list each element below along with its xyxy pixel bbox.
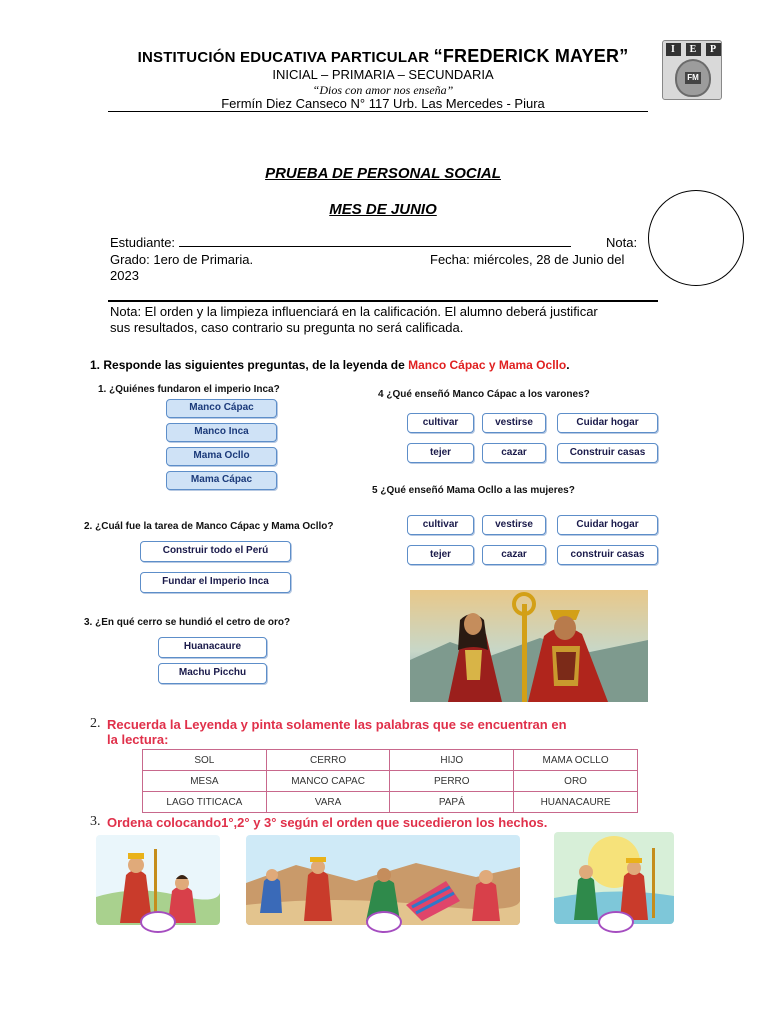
q3-option-machu-picchu[interactable]: Machu Picchu [158,663,267,684]
note-rule [108,300,658,302]
school-address: Fermín Diez Canseco N° 117 Urb. Las Mercedes - Piura [221,96,545,111]
q5-option-cultivar[interactable]: cultivar [407,515,474,535]
school-title: “FREDERICK MAYER” [433,46,629,66]
word-cell[interactable]: VARA [266,792,390,813]
school-name [100,46,666,67]
school-levels: INICIAL – PRIMARIA – SECUNDARIA [272,67,494,82]
q2-option-fundar[interactable]: Fundar el Imperio Inca [140,572,291,593]
section-3-title: Ordena colocando1°,2° y 3° según el orden que sucedieron los hechos. [107,815,548,830]
question-5: 5 ¿Qué enseñó Mama Ocllo a las mujeres? [372,485,575,496]
word-cell[interactable]: PERRO [390,771,514,792]
section-3-number: 3. [90,814,101,829]
q2-option-construir[interactable]: Construir todo el Perú [140,541,291,562]
section-1-suffix: . [566,358,570,372]
student-label: Estudiante: [110,235,176,250]
word-cell[interactable]: MAMA OCLLO [514,750,638,771]
school-logo [662,40,722,100]
table-row [143,750,638,771]
word-cell[interactable]: MANCO CAPAC [266,771,390,792]
note-line-2: sus resultados, caso contrario su pregunta no será calificada. [110,320,464,335]
exam-month: MES DE JUNIO [329,201,437,218]
q4-option-cuidar-hogar[interactable]: Cuidar hogar [557,413,658,433]
exam-title: PRUEBA DE PERSONAL SOCIAL [265,165,501,182]
question-3: 3. ¿En qué cerro se hundió el cetro de oro? [84,617,291,628]
q5-option-construir-casas[interactable]: construir casas [557,545,658,565]
q5-option-tejer[interactable]: tejer [407,545,474,565]
q4-option-cultivar[interactable]: cultivar [407,413,474,433]
word-cell[interactable]: PAPÁ [390,792,514,813]
q5-option-vestirse[interactable]: vestirse [482,515,546,535]
section-1-title-text: Responde las siguientes preguntas, de la leyenda de [103,358,405,372]
q5-option-cuidar-hogar[interactable]: Cuidar hogar [557,515,658,535]
word-cell[interactable]: ORO [514,771,638,792]
grade-circle[interactable] [648,190,744,286]
section-number: 1. [90,358,101,372]
logo-letter: I [666,43,681,56]
section-2-title-line-1: Recuerda la Leyenda y pinta solamente las palabras que se encuentran en [107,717,567,732]
table-row [143,771,638,792]
grade-mark-label: Nota: [606,235,638,250]
exam-date: Fecha: miércoles, 28 de Junio del [430,252,625,267]
q1-option-mama-ocllo[interactable]: Mama Ocllo [166,447,277,466]
q3-option-huanacaure[interactable]: Huanacaure [158,637,267,658]
manco-capac-mama-ocllo-illustration [410,590,648,702]
section-2-number: 2. [90,716,101,731]
q4-option-construir-casas[interactable]: Construir casas [557,443,658,463]
logo-letter: P [706,43,721,56]
question-2: 2. ¿Cuál fue la tarea de Manco Cápac y Mama Ocllo? [84,521,334,532]
student-name-line[interactable] [179,235,571,247]
q4-option-cazar[interactable]: cazar [482,443,546,463]
word-cell[interactable]: CERRO [266,750,390,771]
logo-badge: FM [685,72,701,84]
logo-letter: E [686,43,701,56]
word-cell[interactable]: MESA [143,771,267,792]
q1-option-manco-capac[interactable]: Manco Cápac [166,399,277,418]
grade-level: Grado: 1ero de Primaria. [110,252,254,267]
q1-option-manco-inca[interactable]: Manco Inca [166,423,277,442]
word-cell[interactable]: LAGO TITICACA [143,792,267,813]
q4-option-vestirse[interactable]: vestirse [482,413,546,433]
order-circle-2[interactable] [366,911,402,933]
table-row [143,792,638,813]
word-cell[interactable]: SOL [143,750,267,771]
shield-icon [675,59,711,97]
header-rule [108,111,648,112]
word-cell[interactable]: HUANACAURE [514,792,638,813]
note-line-1: Nota: El orden y la limpieza influenciará en la calificación. El alumno deberá justificar [110,304,598,319]
section-1-title [90,358,570,372]
section-1-highlight: Manco Cápac y Mama Ocllo [408,358,567,372]
school-prefix: INSTITUCIÓN EDUCATIVA PARTICULAR [137,49,430,66]
student-field [110,235,571,251]
order-circle-3[interactable] [598,911,634,933]
word-cell[interactable]: HIJO [390,750,514,771]
q1-option-mama-capac[interactable]: Mama Cápac [166,471,277,490]
exam-year: 2023 [110,268,139,283]
q4-option-tejer[interactable]: tejer [407,443,474,463]
word-table [142,749,638,813]
section-2-title-line-2: la lectura: [107,732,169,747]
question-4: 4 ¿Qué enseñó Manco Cápac a los varones? [378,389,590,400]
q5-option-cazar[interactable]: cazar [482,545,546,565]
order-circle-1[interactable] [140,911,176,933]
question-1: 1. ¿Quiénes fundaron el imperio Inca? [98,384,280,395]
school-motto: “Dios con amor nos enseña” [312,83,454,97]
